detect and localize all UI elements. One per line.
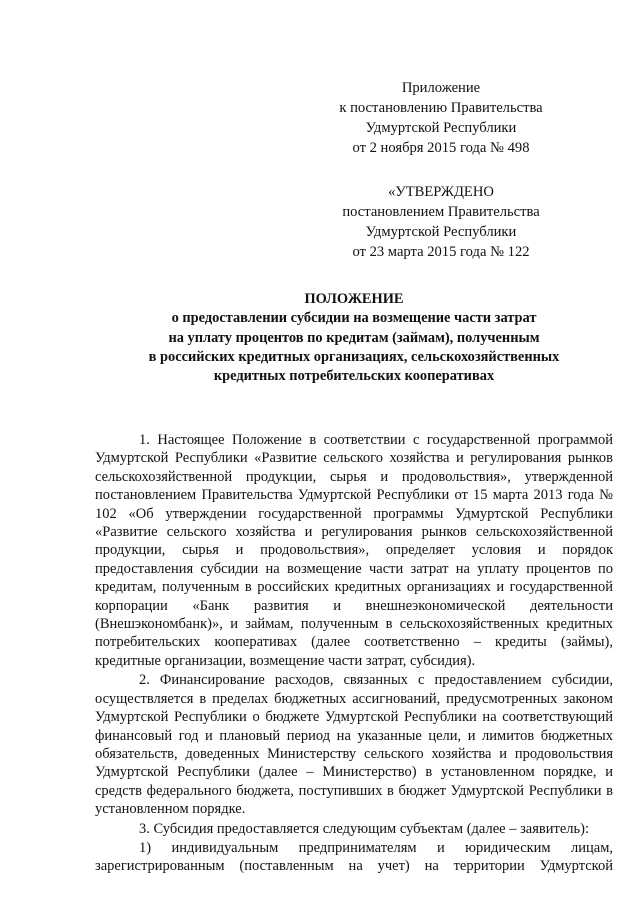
appendix-line: от 2 ноября 2015 года № 498: [352, 140, 530, 156]
title-line: на уплату процентов по кредитам (займам), полученным: [168, 329, 540, 346]
document-body: [95, 431, 613, 877]
title-line: о предоставлении субсидии на возмещение части затрат: [171, 310, 537, 327]
appendix-line: к постановлению Правительства: [339, 100, 543, 116]
approval-block: [300, 182, 582, 262]
approval-line: постановлением Правительства: [342, 204, 540, 220]
appendix-block: [300, 78, 582, 158]
appendix-line: Приложение: [401, 80, 481, 96]
approval-line: «УТВЕРЖДЕНО: [388, 184, 494, 200]
paragraph-2: 2. Финансирование расходов, связанных с предоставлением субсидии, осуществляется в пределах бюджетных ассигнований, предусмотренных законом Удмуртской Республики о бюджете Удмуртской Республики на соответствующий финансовый год и плановый период на указанные цели, и лимитов бюджетных обязательств, доведенных Министерству сельского хозяйства и продовольствия Удмуртской Республики (далее – Министерство) в установленном порядке, и средств федерального бюджета, поступивших в бюджет Удмуртской Республики в установленном порядке.: [95, 672, 613, 818]
approval-line: от 23 марта 2015 года № 122: [352, 244, 530, 260]
approval-line: Удмуртской Республики: [365, 224, 517, 240]
paragraph-4: 1) индивидуальным предпринимателям и юридическим лицам, зарегистрированным (поставленным на учет) на территории Удмуртской: [95, 839, 613, 875]
appendix-line: Удмуртской Республики: [365, 120, 517, 136]
document-title: [96, 290, 612, 386]
title-line: кредитных потребительских кооперативах: [213, 368, 495, 385]
title-line: в российских кредитных организациях, сельскохозяйственных: [148, 348, 560, 365]
title-heading: ПОЛОЖЕНИЕ: [304, 291, 404, 307]
paragraph-1: 1. Настоящее Положение в соответствии с государственной программой Удмуртской Республики «Развитие сельского хозяйства и регулирования рынков сельскохозяйственной продукции, сырья и продовольствия», утвержденной постановлением Правительства Удмуртской Республики от 15 марта 2013 года № 102 «Об утверждении государственной программы Удмуртской Республики «Развитие сельского хозяйства и регулирования рынков сельскохозяйственной продукции, сырья и продовольствия», определяет условия и порядок предоставления субсидии на возмещение части затрат на уплату процентов по кредитам, полученным в российских кредитных организациях и государственной корпорации «Банк развития и внешнеэкономической деятельности (Внешэкономбанк)», и займам, полученным в сельскохозяйственных кредитных потребительских кооперативах (далее соответственно – кредиты (займы), кредитные организации, возмещение части затрат, субсидия).: [95, 432, 613, 669]
paragraph-3: 3. Субсидия предоставляется следующим субъектам (далее – заявитель):: [139, 820, 589, 837]
